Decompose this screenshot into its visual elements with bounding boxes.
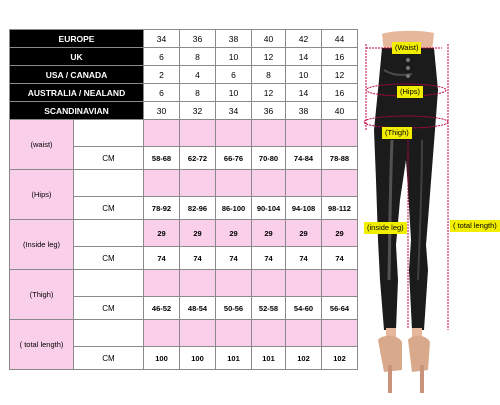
unit-label: CM — [74, 197, 144, 220]
measurement-value: 78-88 — [322, 147, 358, 170]
measurement-value: 29 — [286, 220, 322, 247]
region-label: EUROPE — [10, 30, 144, 48]
measurement-value: 74 — [286, 247, 322, 270]
measurement-value — [216, 270, 252, 297]
size-value: 32 — [180, 102, 216, 120]
measurement-value — [286, 270, 322, 297]
measurement-value — [286, 320, 322, 347]
region-label: AUSTRALIA / NEALAND — [10, 84, 144, 102]
unit-label: CM — [74, 347, 144, 370]
measurement-value — [322, 270, 358, 297]
measurement-value — [180, 320, 216, 347]
size-value: 8 — [252, 66, 286, 84]
measurement-value: 102 — [322, 347, 358, 370]
waist-label: (Waist) — [392, 42, 421, 54]
measurement-value: 98-112 — [322, 197, 358, 220]
measurement-value — [252, 120, 286, 147]
measurement-name: (Hips) — [10, 170, 74, 220]
size-row — [10, 84, 358, 102]
size-value: 4 — [180, 66, 216, 84]
measurement-value: 86-100 — [216, 197, 252, 220]
region-label: SCANDINAVIAN — [10, 102, 144, 120]
size-value: 8 — [180, 48, 216, 66]
measurement-row — [10, 220, 358, 247]
size-value: 36 — [180, 30, 216, 48]
measurement-value: 100 — [144, 347, 180, 370]
unit-label: CM — [74, 247, 144, 270]
size-value: 16 — [322, 84, 358, 102]
measurement-value: 74 — [216, 247, 252, 270]
model-figure — [362, 30, 498, 400]
hips-label: (Hips) — [397, 86, 423, 98]
measurement-value — [144, 170, 180, 197]
unit-cell — [74, 320, 144, 347]
size-row — [10, 102, 358, 120]
measurement-name: (Inside leg) — [10, 220, 74, 270]
inside-leg-label: (inside leg) — [364, 222, 407, 234]
unit-cell — [74, 120, 144, 147]
measurement-value — [216, 320, 252, 347]
measurement-value: 74-84 — [286, 147, 322, 170]
measurement-value: 82-96 — [180, 197, 216, 220]
measurement-value: 62-72 — [180, 147, 216, 170]
measurement-value: 74 — [180, 247, 216, 270]
button — [406, 58, 410, 62]
unit-cell — [74, 170, 144, 197]
size-row — [10, 30, 358, 48]
measurement-value — [144, 320, 180, 347]
measurement-name: (waist) — [10, 120, 74, 170]
measurement-value — [180, 270, 216, 297]
region-label: USA / CANADA — [10, 66, 144, 84]
leggings-model-illustration — [362, 30, 498, 400]
measurement-value — [322, 120, 358, 147]
size-value: 2 — [144, 66, 180, 84]
measurement-value: 46-52 — [144, 297, 180, 320]
size-value: 42 — [286, 30, 322, 48]
measurement-value — [286, 120, 322, 147]
measurement-value: 29 — [216, 220, 252, 247]
unit-cell — [74, 220, 144, 247]
size-value: 14 — [286, 48, 322, 66]
measurement-value — [252, 270, 286, 297]
size-value: 12 — [252, 84, 286, 102]
measurement-value — [252, 170, 286, 197]
size-value: 10 — [216, 48, 252, 66]
measurement-value: 78-92 — [144, 197, 180, 220]
measurement-value: 101 — [252, 347, 286, 370]
measurement-value: 56-64 — [322, 297, 358, 320]
measurement-value — [144, 270, 180, 297]
measurement-value: 74 — [144, 247, 180, 270]
button — [406, 66, 410, 70]
size-value: 40 — [322, 102, 358, 120]
measurement-value — [322, 320, 358, 347]
measurement-value: 54-60 — [286, 297, 322, 320]
measurement-value — [322, 170, 358, 197]
measurement-value: 74 — [252, 247, 286, 270]
button — [406, 74, 410, 78]
size-chart-table — [9, 29, 358, 370]
size-value: 34 — [144, 30, 180, 48]
size-value: 8 — [180, 84, 216, 102]
measurement-value: 29 — [144, 220, 180, 247]
size-value: 6 — [144, 84, 180, 102]
measurement-value — [252, 320, 286, 347]
size-value: 6 — [144, 48, 180, 66]
measurement-value: 101 — [216, 347, 252, 370]
measurement-value — [286, 170, 322, 197]
measurement-value: 66-76 — [216, 147, 252, 170]
size-value: 10 — [286, 66, 322, 84]
measurement-value: 29 — [180, 220, 216, 247]
region-label: UK — [10, 48, 144, 66]
measurement-value: 58-68 — [144, 147, 180, 170]
measurement-row — [10, 170, 358, 197]
measurement-value: 52-58 — [252, 297, 286, 320]
unit-label: CM — [74, 147, 144, 170]
measurement-value — [144, 120, 180, 147]
measurement-value — [216, 170, 252, 197]
measurement-value: 100 — [180, 347, 216, 370]
size-value: 36 — [252, 102, 286, 120]
unit-cell — [74, 270, 144, 297]
measurement-value — [180, 120, 216, 147]
size-value: 34 — [216, 102, 252, 120]
size-value: 38 — [216, 30, 252, 48]
measurement-value: 29 — [252, 220, 286, 247]
measurement-name: ( total length) — [10, 320, 74, 370]
right-shoe — [408, 336, 430, 372]
size-value: 30 — [144, 102, 180, 120]
size-row — [10, 48, 358, 66]
size-value: 12 — [322, 66, 358, 84]
thigh-label: (Thigh) — [382, 127, 412, 139]
size-value: 38 — [286, 102, 322, 120]
measurement-value — [216, 120, 252, 147]
unit-label: CM — [74, 297, 144, 320]
measurement-value: 90-104 — [252, 197, 286, 220]
measurement-value: 29 — [322, 220, 358, 247]
measurement-row — [10, 120, 358, 147]
measurement-row — [10, 320, 358, 347]
size-value: 14 — [286, 84, 322, 102]
measurement-value: 74 — [322, 247, 358, 270]
measurement-row — [10, 270, 358, 297]
total-length-label: ( total length) — [450, 220, 500, 232]
measurement-value: 48-54 — [180, 297, 216, 320]
size-value: 40 — [252, 30, 286, 48]
measurement-value: 102 — [286, 347, 322, 370]
measurement-value: 94-108 — [286, 197, 322, 220]
size-value: 12 — [252, 48, 286, 66]
size-value: 10 — [216, 84, 252, 102]
measurement-value: 70-80 — [252, 147, 286, 170]
measurement-value — [180, 170, 216, 197]
size-value: 6 — [216, 66, 252, 84]
size-row — [10, 66, 358, 84]
measurement-name: (Thigh) — [10, 270, 74, 320]
size-value: 16 — [322, 48, 358, 66]
size-value: 44 — [322, 30, 358, 48]
measurement-value: 50-56 — [216, 297, 252, 320]
